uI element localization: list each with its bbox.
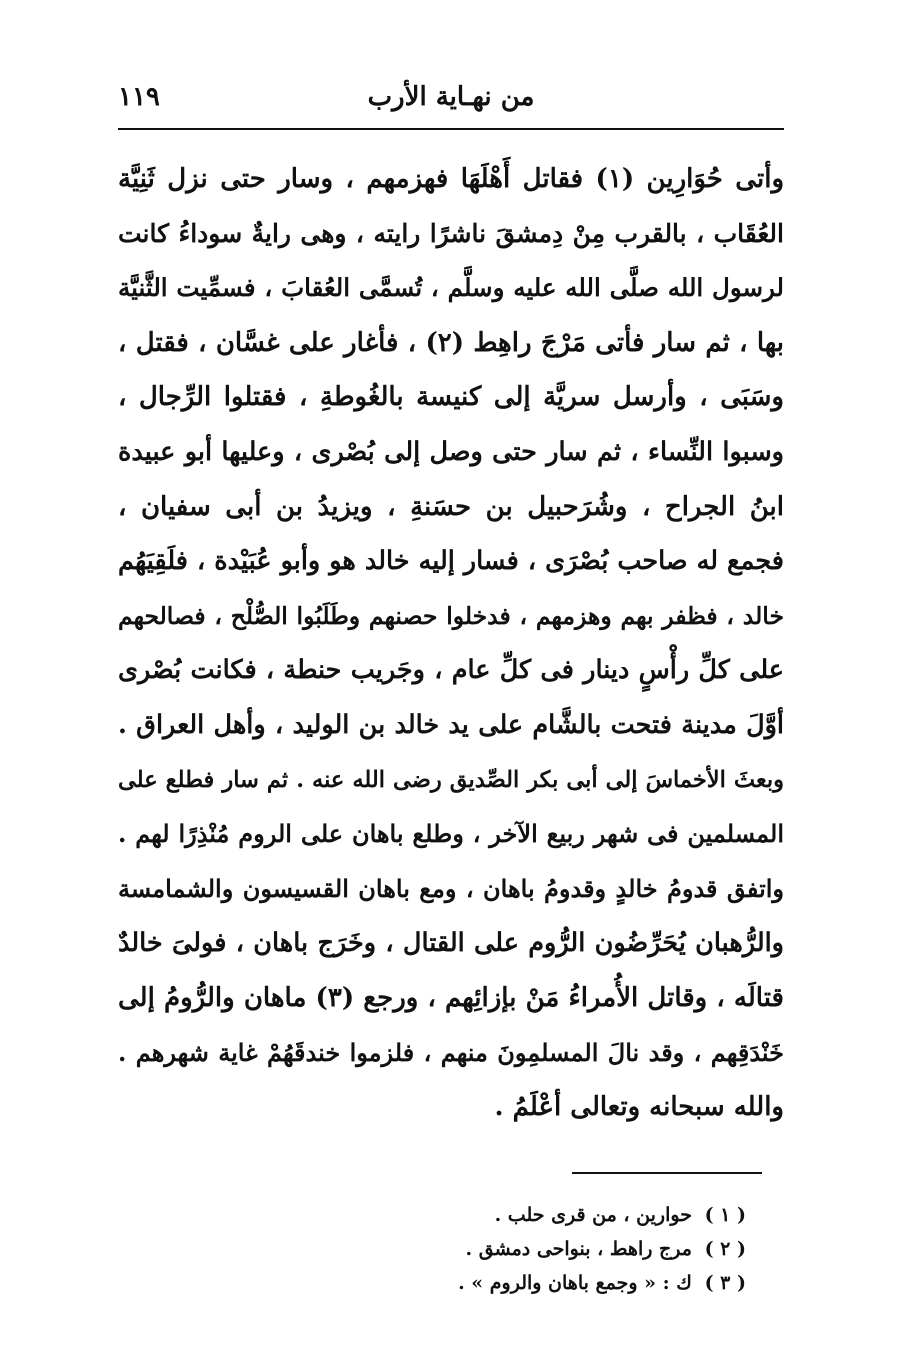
footnotes <box>300 1198 746 1300</box>
text-line: المسلمين فى شهر ربيع الآخر ، وطلع باهان على الروم مُنْذِرًا لهم . <box>118 819 784 849</box>
text-line: وبعثَ الأخماسَ إلى أبى بكر الصِّديق رضى الله عنه . ثم سار فطلع على <box>118 766 784 793</box>
text-line: لرسول الله صلَّى الله عليه وسلَّم ، تُسمَّى العُقابَ ، فسمِّيت الثَّنيَّة <box>118 273 784 303</box>
footnote-marker: ( ٢ ) <box>704 1238 746 1260</box>
footnote-marker: ( ١ ) <box>704 1204 746 1226</box>
text-line: وسَبَى ، وأرسل سريَّة إلى كنيسة بالغُوطةِ ، فقتلوا الرِّجال ، <box>118 382 784 413</box>
text-line: قتالَه ، وقاتل الأُمراءُ مَنْ بإزائِهم ، ورجع (٣) ماهان والرُّومُ إلى <box>118 982 784 1013</box>
text-line: وسبوا النِّساء ، ثم سار حتى وصل إلى بُصْرى ، وعليها أبو عبيدة <box>118 436 784 467</box>
footnote-marker: ( ٣ ) <box>704 1272 746 1294</box>
text-line: على كلِّ رأْسٍ دينار فى كلِّ عام ، وجَريب حنطة ، فكانت بُصْرى <box>118 655 784 686</box>
text-line: واتفق قدومُ خالدٍ وقدومُ باهان ، ومع باهان القسيسون والشمامسة <box>118 873 784 903</box>
footnote-text: حوارين ، من قرى حلب . <box>494 1204 692 1226</box>
text-line: ابنُ الجراح ، وشُرَحبيل بن حسَنةِ ، ويزيدُ بن أبى سفيان ، <box>118 491 784 522</box>
text-line: والله سبحانه وتعالى أعْلَمُ . <box>494 1092 784 1123</box>
running-title: من نهـاية الأرب <box>367 82 535 112</box>
text-line: خالد ، فظفر بهم وهزمهم ، فدخلوا حصنهم وطَلَبُوا الصُّلْح ، فصالحهم <box>118 601 784 630</box>
header-rule <box>118 128 784 130</box>
footnote <box>300 1198 746 1232</box>
text-line: بها ، ثم سار فأتى مَرْجَ راهِط (٢) ، فأغار على غسَّان ، فقتل ، <box>118 327 784 358</box>
footnote-text: مرج راهط ، بنواحى دمشق . <box>465 1238 692 1260</box>
text-line: وأتى حُوَارِين (١) فقاتل أَهْلَهَا فهزمهم ، وسار حتى نزل ثَنِيَّة <box>118 164 784 194</box>
text-line: والرُّهبان يُحَرِّضُون الرُّوم على القتال ، وخَرَج باهان ، فولىَ خالدٌ <box>118 928 784 959</box>
footnote-text: ك : « وجمع باهان والروم » . <box>458 1272 692 1294</box>
text-line: فجمع له صاحب بُصْرَى ، فسار إليه خالد هو وأبو عُبَيْدة ، فلَقِيَهُم <box>118 546 784 577</box>
footnote <box>300 1266 746 1300</box>
footnote-rule <box>572 1172 762 1174</box>
text-line: أوَّلَ مدينة فتحت بالشَّام على يد خالد بن الوليد ، وأهل العراق . <box>118 709 784 740</box>
text-line: العُقَاب ، بالقرب مِنْ دِمشقَ ناشرًا رايته ، وهى رايةٌ سوداءُ كانت <box>118 218 784 248</box>
footnote <box>300 1232 746 1266</box>
main-text <box>118 152 784 1135</box>
page-header <box>118 82 784 122</box>
page-number: ١١٩ <box>118 82 160 112</box>
text-line: خَنْدَقِهم ، وقد نالَ المسلمِونَ منهم ، فلزموا خندقَهُمْ غاية شهرهم . <box>118 1037 784 1067</box>
